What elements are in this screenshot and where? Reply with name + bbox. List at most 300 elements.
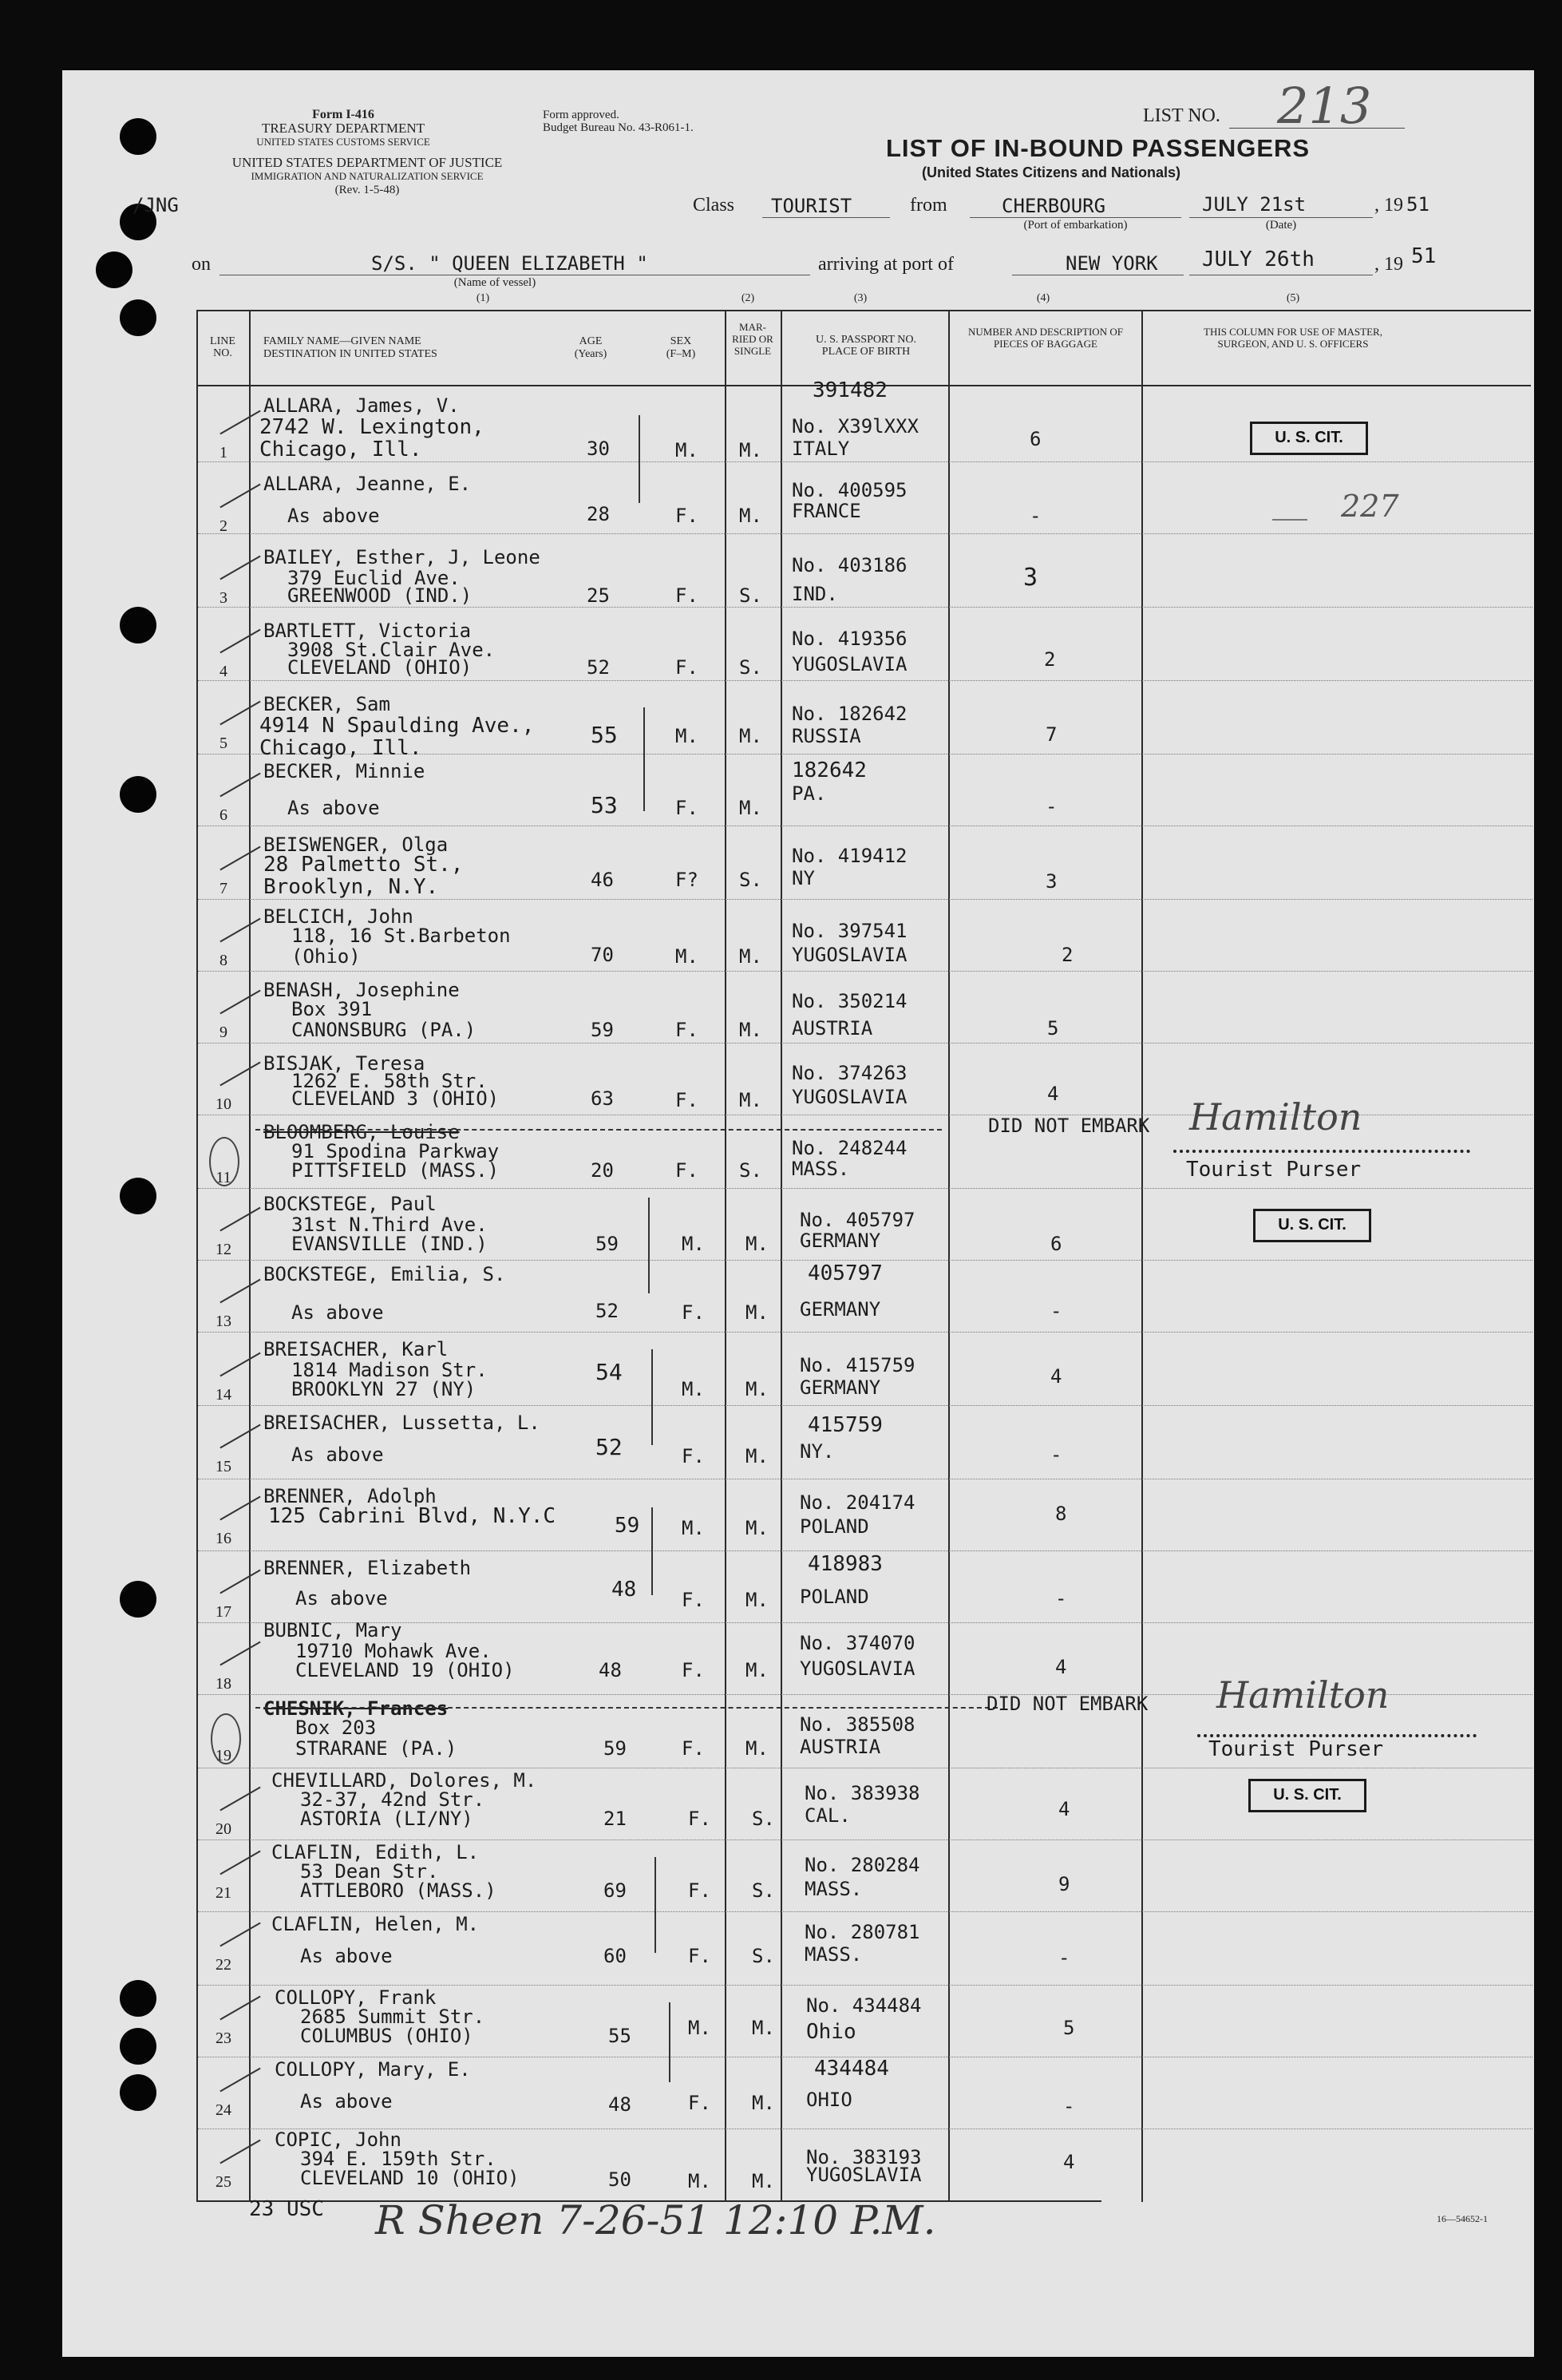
row-divider <box>198 1911 1532 1912</box>
us-cit-stamp: U. S. CIT. <box>1253 1209 1371 1242</box>
passenger-address: COLUMBUS (OHIO) <box>300 2025 473 2047</box>
birthplace: NY. <box>800 1440 835 1463</box>
passenger-name: BAILEY, Esther, J, Leone <box>263 546 540 568</box>
passenger-address: CLEVELAND 10 (OHIO) <box>300 2167 520 2189</box>
passenger-name: BENASH, Josephine <box>263 979 460 1001</box>
passport-number: No. X39lXXX <box>792 415 919 438</box>
line-number: 11 <box>216 1169 231 1186</box>
passenger-marital: M. <box>752 2017 775 2039</box>
date-caption: (Date) <box>1265 219 1297 232</box>
passenger-marital: M. <box>745 1589 769 1611</box>
passenger-address: GREENWOOD (IND.) <box>287 584 473 607</box>
passenger-age: 53 <box>591 792 618 818</box>
passport-number: No. 280781 <box>805 1921 920 1943</box>
line-number: 15 <box>216 1458 231 1475</box>
passenger-sex: F. <box>675 584 698 607</box>
passenger-address: 118, 16 St.Barbeton <box>291 925 511 947</box>
passenger-marital: M. <box>739 439 762 461</box>
passenger-address: Brooklyn, N.Y. <box>263 875 439 899</box>
passenger-address: 379 Euclid Ave. <box>287 567 461 589</box>
passenger-name: COLLOPY, Mary, E. <box>275 2058 471 2081</box>
footer-code: 23 USC <box>249 2197 324 2221</box>
birthplace: YUGOSLAVIA <box>806 2164 922 2186</box>
line-number: 18 <box>216 1675 231 1693</box>
doj-label: UNITED STATES DEPARTMENT OF JUSTICE <box>231 155 503 170</box>
passenger-name: CLAFLIN, Edith, L. <box>271 1841 480 1863</box>
passenger-name: BRENNER, Elizabeth <box>263 1557 472 1579</box>
passenger-age: 20 <box>591 1159 614 1182</box>
passenger-sex: F. <box>675 505 698 527</box>
punch-hole <box>120 299 156 336</box>
birthplace: OHIO <box>806 2089 852 2111</box>
passenger-sex: M. <box>682 1233 705 1255</box>
passenger-age: 48 <box>608 2093 631 2116</box>
baggage-count: 2 <box>1044 648 1056 671</box>
passenger-name: BOCKSTEGE, Emilia, S. <box>263 1263 506 1285</box>
passenger-marital: S. <box>739 584 762 607</box>
baggage-count: 2 <box>1062 944 1074 966</box>
passenger-address: 53 Dean Str. <box>300 1860 439 1883</box>
bracket-mark <box>651 1349 653 1445</box>
passenger-age: 25 <box>587 584 610 607</box>
passenger-age: 52 <box>595 1434 623 1460</box>
passenger-age: 60 <box>603 1945 627 1967</box>
passport-number: No. 419412 <box>792 845 908 867</box>
circle-mark <box>209 1137 239 1186</box>
passenger-marital: M. <box>745 1737 769 1760</box>
baggage-count: 4 <box>1047 1083 1059 1105</box>
baggage-count: - <box>1050 1300 1062 1322</box>
punch-hole <box>120 2028 156 2065</box>
passenger-age: 28 <box>587 503 610 525</box>
passenger-age: 48 <box>599 1659 622 1681</box>
passenger-sex: F. <box>682 1589 705 1611</box>
passenger-address: As above <box>291 1301 384 1324</box>
class-line <box>762 217 890 218</box>
baggage-count: - <box>1030 505 1042 527</box>
passport-number: No. 405797 <box>800 1209 915 1231</box>
passenger-age: 59 <box>615 1514 640 1538</box>
passenger-address: STRARANE (PA.) <box>295 1737 457 1760</box>
passenger-name: BLOOMBERG, Louise <box>263 1121 460 1143</box>
strike-line <box>255 1129 942 1131</box>
line-number: 21 <box>216 1884 231 1902</box>
passenger-marital: M. <box>739 1019 762 1041</box>
passenger-sex: F. <box>675 1019 698 1041</box>
passenger-address: As above <box>287 797 380 819</box>
baggage-count: - <box>1063 2095 1075 2117</box>
col-divider <box>948 311 950 2202</box>
passport-number: No. 397541 <box>792 920 908 942</box>
col-number-1: (1) <box>476 292 490 304</box>
line-number: 17 <box>216 1603 231 1621</box>
passport-number: 418983 <box>808 1552 883 1576</box>
list-number: 213 <box>1277 77 1372 135</box>
header-sex: SEX <box>670 335 692 347</box>
col-number-3: (3) <box>853 292 868 304</box>
passport-number: No. 374070 <box>800 1632 915 1654</box>
passenger-name: COLLOPY, Frank <box>275 1986 437 2009</box>
passenger-age: 50 <box>608 2168 631 2191</box>
birthplace: Ohio <box>806 2020 856 2044</box>
passenger-address: 32-37, 42nd Str. <box>300 1788 485 1811</box>
passenger-address: As above <box>287 505 380 527</box>
passenger-name: BECKER, Sam <box>263 693 390 715</box>
passenger-name: BUBNIC, Mary <box>263 1619 402 1641</box>
passport-number: No. 403186 <box>792 554 908 576</box>
purser-signature: Hamilton <box>1189 1095 1362 1139</box>
passenger-address: 2685 Summit Str. <box>300 2006 485 2028</box>
passenger-marital: M. <box>745 1301 769 1324</box>
passport-number: 434484 <box>814 2057 889 2081</box>
baggage-count: 3 <box>1023 564 1038 592</box>
line-number: 13 <box>216 1313 231 1330</box>
form-id: Form I-416 <box>312 108 374 121</box>
baggage-count: 5 <box>1047 1017 1059 1040</box>
baggage-count: 3 <box>1046 870 1058 893</box>
birthplace: YUGOSLAVIA <box>792 944 908 966</box>
birthplace: MASS. <box>792 1158 850 1180</box>
line-number: 8 <box>219 952 227 969</box>
arrival-year-prefix: , 19 <box>1374 254 1403 275</box>
passenger-marital: M. <box>745 1659 769 1681</box>
baggage-count: 5 <box>1063 2017 1075 2039</box>
passenger-marital: M. <box>739 797 762 819</box>
passenger-marital: M. <box>739 725 762 747</box>
passenger-name: BARTLETT, Victoria <box>263 620 472 642</box>
baggage-count: 4 <box>1058 1798 1070 1820</box>
birthplace: CAL. <box>805 1804 851 1827</box>
birthplace: MASS. <box>805 1943 863 1966</box>
tourist-purser: Tourist Purser <box>1186 1158 1362 1182</box>
passenger-sex: F. <box>675 656 698 679</box>
passport-number: No. 374263 <box>792 1062 908 1084</box>
passenger-age: 21 <box>603 1808 627 1830</box>
initials: /JNG <box>132 194 179 216</box>
col-divider <box>1141 311 1143 2202</box>
line-number: 20 <box>216 1820 231 1838</box>
passenger-address: 4914 N Spaulding Ave., <box>259 714 535 738</box>
line-number: 4 <box>219 663 227 680</box>
passenger-marital: M. <box>745 1233 769 1255</box>
passenger-address: PITTSFIELD (MASS.) <box>291 1159 500 1182</box>
passenger-age: 59 <box>595 1233 619 1255</box>
passenger-name: BRENNER, Adolph <box>263 1485 437 1507</box>
passenger-address: 91 Spodina Parkway <box>291 1140 500 1162</box>
row-divider <box>198 680 1532 681</box>
line-number: 12 <box>216 1241 231 1258</box>
passport-number: No. 204174 <box>800 1491 915 1514</box>
row-divider <box>198 1550 1532 1551</box>
passenger-address: BROOKLYN 27 (NY) <box>291 1378 477 1400</box>
passenger-address: CLEVELAND (OHIO) <box>287 656 473 679</box>
passenger-marital: M. <box>739 1089 762 1111</box>
bracket-mark <box>648 1198 650 1293</box>
passenger-name: BOCKSTEGE, Paul <box>263 1193 437 1215</box>
col-divider <box>781 311 782 2202</box>
header-line-no: LINE NO. <box>210 335 235 359</box>
passenger-name: BECKER, Minnie <box>263 760 425 782</box>
passenger-name: COPIC, John <box>275 2129 401 2151</box>
row-divider <box>198 1985 1532 1986</box>
passenger-name: ALLARA, James, V. <box>263 394 460 417</box>
row-divider <box>198 1405 1532 1406</box>
date-line <box>1189 217 1373 218</box>
passenger-name: BEISWENGER, Olga <box>263 834 449 856</box>
passenger-sex: M. <box>682 1517 705 1539</box>
tourist-purser: Tourist Purser <box>1208 1737 1384 1761</box>
line-number: 2 <box>219 517 227 535</box>
punch-hole <box>120 118 156 155</box>
passport-number: No. 248244 <box>792 1137 908 1159</box>
passenger-sex: F. <box>675 1159 698 1182</box>
line-number: 7 <box>219 880 227 897</box>
passenger-sex: F. <box>682 1445 705 1467</box>
row-divider <box>198 533 1532 534</box>
passenger-name: BISJAK, Teresa <box>263 1052 425 1075</box>
passenger-age: 69 <box>603 1879 627 1902</box>
passenger-marital: M. <box>745 1517 769 1539</box>
header-destination: DESTINATION IN UNITED STATES <box>263 348 437 360</box>
passenger-address: Box 203 <box>295 1717 377 1739</box>
class-value: TOURIST <box>771 195 852 217</box>
passenger-age: 54 <box>595 1359 623 1385</box>
ins-label: IMMIGRATION AND NATURALIZATION SERVICE <box>251 170 484 182</box>
passenger-name: CLAFLIN, Helen, M. <box>271 1913 480 1935</box>
passenger-marital: M. <box>752 2092 775 2114</box>
passenger-marital: S. <box>739 869 762 891</box>
baggage-count: - <box>1050 1443 1062 1466</box>
passenger-age: 55 <box>591 722 618 748</box>
line-number: 22 <box>216 1956 231 1974</box>
vessel-caption: (Name of vessel) <box>453 276 536 289</box>
bracket-mark <box>639 415 640 503</box>
passenger-marital: M. <box>745 1378 769 1400</box>
birthplace: YUGOSLAVIA <box>800 1657 915 1680</box>
row-divider <box>198 1839 1532 1840</box>
passenger-address: CANONSBURG (PA.) <box>291 1019 477 1041</box>
table-left-border <box>196 311 198 2202</box>
birthplace: AUSTRIA <box>792 1017 873 1040</box>
passenger-address: 1814 Madison Str. <box>291 1359 488 1381</box>
passenger-sex: F. <box>688 1879 711 1902</box>
arrival-port: NEW YORK <box>1066 252 1158 275</box>
birthplace: PA. <box>792 782 827 805</box>
passenger-marital: S. <box>752 1879 775 1902</box>
baggage-count: 4 <box>1063 2151 1075 2173</box>
passenger-address: 125 Cabrini Blvd, N.Y.C <box>268 1504 556 1528</box>
passenger-address: 1262 E. 58th Str. <box>291 1070 488 1092</box>
us-cit-stamp: U. S. CIT. <box>1250 422 1368 455</box>
header-age: AGE <box>579 335 603 347</box>
port-embark-caption: (Port of embarkation) <box>1023 219 1128 232</box>
passenger-marital: S. <box>752 1945 775 1967</box>
row-divider <box>198 461 1532 462</box>
baggage-count: 6 <box>1050 1233 1062 1255</box>
passenger-address: (Ohio) <box>291 945 361 968</box>
passenger-name: CHEVILLARD, Dolores, M. <box>271 1769 537 1792</box>
passport-number: No. 350214 <box>792 990 908 1012</box>
passenger-address: 19710 Mohawk Ave. <box>295 1640 492 1662</box>
passport-number: 415759 <box>808 1413 883 1437</box>
passenger-sex: M. <box>675 725 698 747</box>
bracket-mark <box>651 1507 653 1595</box>
passenger-address: CLEVELAND 19 (OHIO) <box>295 1659 515 1681</box>
passenger-address: ATTLEBORO (MASS.) <box>300 1879 496 1902</box>
birthplace: NY <box>792 867 815 889</box>
date-year-prefix: , 19 <box>1374 195 1403 216</box>
passport-number: 182642 <box>792 758 867 782</box>
passenger-age: 52 <box>595 1300 619 1322</box>
print-code: 16—54652-1 <box>1437 2213 1488 2224</box>
passenger-sex: F. <box>682 1737 705 1760</box>
passport-number: No. 383938 <box>805 1782 920 1804</box>
customs-label: UNITED STATES CUSTOMS SERVICE <box>256 136 430 148</box>
passenger-sex: M. <box>688 2170 711 2192</box>
rev-label: (Rev. 1-5-48) <box>334 184 400 196</box>
punch-hole <box>120 1980 156 2017</box>
header-baggage: NUMBER AND DESCRIPTION OF PIECES OF BAGGAGE <box>968 326 1123 350</box>
header-sex-sub: (F–M) <box>666 348 696 360</box>
passenger-sex: M. <box>682 1378 705 1400</box>
line-number: 9 <box>219 1024 227 1041</box>
line-number: 14 <box>216 1386 231 1404</box>
inspector-signature: R Sheen 7-26-51 12:10 P.M. <box>375 2197 936 2243</box>
passenger-sex: F. <box>688 1808 711 1830</box>
punch-hole <box>120 1178 156 1214</box>
passenger-sex: M. <box>675 439 698 461</box>
line-number: 19 <box>216 1747 231 1764</box>
bracket-mark <box>669 2002 670 2082</box>
line-number: 23 <box>216 2030 231 2047</box>
passenger-address: 2742 W. Lexington, <box>259 415 484 439</box>
birthplace: POLAND <box>800 1515 869 1538</box>
passenger-sex: F. <box>682 1659 705 1681</box>
punch-hole <box>96 251 132 288</box>
handwritten-number: 227 <box>1341 489 1399 524</box>
passenger-name: BELCICH, John <box>263 905 413 928</box>
passenger-marital: M. <box>739 945 762 968</box>
vessel-name: S/S. " QUEEN ELIZABETH " <box>371 252 648 275</box>
baggage-count: 7 <box>1046 723 1058 746</box>
passenger-age: 52 <box>587 656 610 679</box>
passport-number: No. 383193 <box>806 2146 922 2168</box>
passenger-sex: F. <box>688 1945 711 1967</box>
birthplace: ITALY <box>792 438 850 460</box>
on-label: on <box>192 254 211 275</box>
birthplace: YUGOSLAVIA <box>792 1086 908 1108</box>
line-number: 3 <box>219 589 227 607</box>
header-passport: U. S. PASSPORT NO. PLACE OF BIRTH <box>816 334 916 358</box>
passport-number: No. 280284 <box>805 1854 920 1876</box>
row-divider <box>198 971 1532 972</box>
line-number: 6 <box>219 806 227 824</box>
passenger-address: As above <box>300 2090 393 2113</box>
treasury-label: TREASURY DEPARTMENT <box>261 121 425 136</box>
birthplace: AUSTRIA <box>800 1736 881 1758</box>
row-divider <box>198 899 1532 900</box>
row-divider <box>198 1332 1532 1333</box>
did-not-embark: DID NOT EMBARK <box>988 1115 1150 1137</box>
passenger-address: 394 E. 159th Str. <box>300 2148 496 2170</box>
purser-signature: Hamilton <box>1216 1673 1390 1717</box>
passport-number: No. 415759 <box>800 1354 915 1376</box>
arrival-date: JULY 26th <box>1202 248 1315 271</box>
passenger-sex: F. <box>682 1301 705 1324</box>
row-divider <box>198 607 1532 608</box>
birthplace: POLAND <box>800 1586 869 1608</box>
passenger-age: 70 <box>591 944 614 966</box>
bracket-mark <box>643 707 645 811</box>
passenger-name: BREISACHER, Lussetta, L. <box>263 1412 540 1434</box>
class-label: Class <box>693 195 735 216</box>
date-value: JULY 21st <box>1202 193 1307 216</box>
col-divider <box>249 311 251 2202</box>
header-age-sub: (Years) <box>574 348 607 360</box>
baggage-count: - <box>1058 1946 1070 1969</box>
baggage-count: 9 <box>1058 1873 1070 1895</box>
passport-number: No. 434484 <box>806 1994 922 2017</box>
arriving-label: arriving at port of <box>818 254 954 275</box>
row-divider <box>198 1260 1532 1261</box>
passenger-address: As above <box>300 1945 393 1967</box>
passenger-age: 55 <box>608 2025 631 2047</box>
punch-hole <box>120 607 156 644</box>
passenger-marital: S. <box>739 1159 762 1182</box>
col-number-2: (2) <box>741 292 755 304</box>
header-married: MAR- RIED OR SINGLE <box>732 321 773 357</box>
passport-number: No. 182642 <box>792 703 908 725</box>
header-officers: THIS COLUMN FOR USE OF MASTER, SURGEON, AND U. S. OFFICERS <box>1204 326 1382 350</box>
birthplace: RUSSIA <box>792 725 861 747</box>
line-number: 1 <box>219 444 227 461</box>
line-number: 24 <box>216 2101 231 2119</box>
birthplace: GERMANY <box>800 1298 881 1321</box>
passenger-marital: M. <box>745 1445 769 1467</box>
baggage-count: 4 <box>1055 1656 1067 1678</box>
date-year: 51 <box>1406 193 1430 216</box>
birthplace: MASS. <box>805 1878 863 1900</box>
col-number-5: (5) <box>1286 292 1300 304</box>
passenger-marital: S. <box>752 1808 775 1830</box>
circle-mark <box>211 1713 241 1764</box>
baggage-count: 6 <box>1030 428 1042 450</box>
pencil-mark <box>1272 519 1307 521</box>
passenger-sex: M. <box>675 945 698 968</box>
line-number: 25 <box>216 2173 231 2191</box>
header-family-name: FAMILY NAME—GIVEN NAME <box>263 335 421 347</box>
passenger-address: Chicago, Ill. <box>259 438 422 461</box>
col-number-4: (4) <box>1036 292 1050 304</box>
form-title: LIST OF IN-BOUND PASSENGERS <box>886 134 1311 162</box>
passenger-name: CHESNIK, Frances <box>263 1697 449 1720</box>
passport-number: No. 419356 <box>792 628 908 650</box>
passenger-address: CLEVELAND 3 (OHIO) <box>291 1087 500 1110</box>
punch-hole <box>120 2074 156 2111</box>
passenger-marital: S. <box>739 656 762 679</box>
budget-label: Budget Bureau No. 43-R061-1. <box>543 121 694 134</box>
passport-number-handwritten: 391482 <box>813 378 888 402</box>
baggage-count: 8 <box>1055 1503 1067 1525</box>
list-no-label: LIST NO. <box>1143 105 1220 126</box>
punch-hole <box>120 776 156 813</box>
punch-hole <box>120 1581 156 1618</box>
col-divider <box>725 311 726 2202</box>
passenger-address: 3908 St.Clair Ave. <box>287 639 496 661</box>
strike-line <box>255 1707 998 1709</box>
passenger-marital: M. <box>752 2170 775 2192</box>
us-cit-stamp: U. S. CIT. <box>1248 1779 1366 1812</box>
